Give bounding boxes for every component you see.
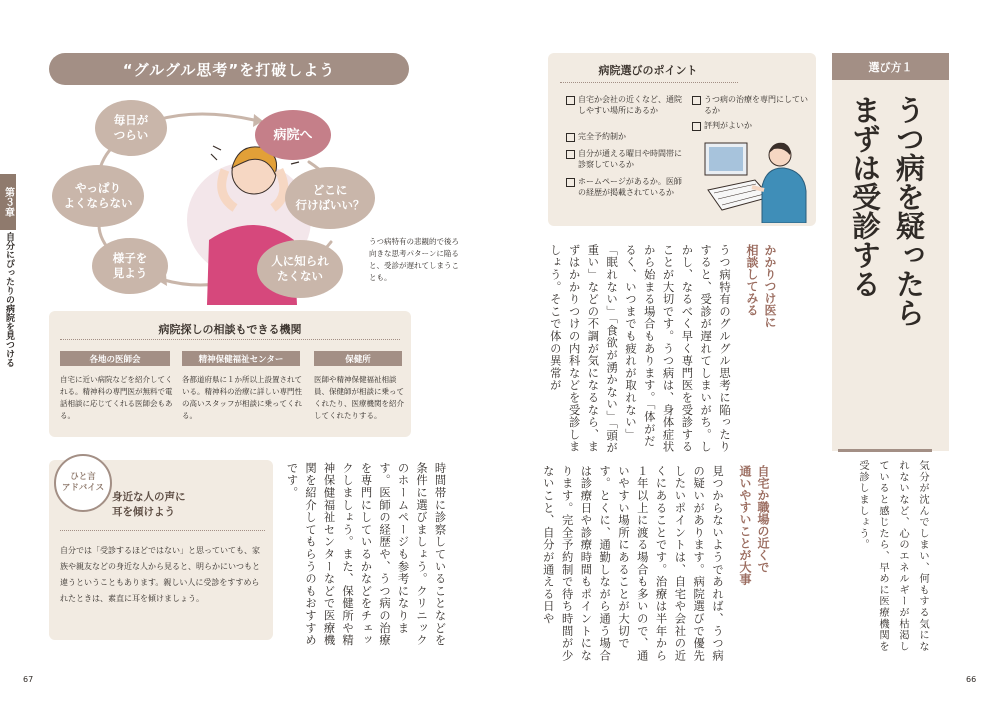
cycle-bubble-wait: 様子を 見よう — [92, 238, 168, 294]
point-item: 自分が通える曜日や時間帯に診察しているか — [566, 148, 684, 170]
points-title: 病院選びのポイント — [598, 64, 698, 77]
agency-head-mental-health-center: 精神保健福祉センター — [182, 351, 300, 366]
divider — [838, 449, 932, 452]
consult-agencies-title: 病院探しの相談もできる機関 — [158, 323, 302, 336]
body-convenient-location: 見つからないようであれば、うつ病の疑いがあります。病院選びで優先したいポイントは、自宅や会社の近くにあることです。治療は半年から１年以上に渡る場合も多いので、通いやすい場所にあることが大切です。とくに、通勤しながら通う場合は診療日や診療時間もポイントになります。完全予約制で待ち時間が少ないこと、自分が通える日や — [541, 465, 724, 662]
agency-body-mental-health-center: 各都道府県に１か所以上設置されている。精神科の治療に詳しい専門性の高いスタッフが相談に乗ってくれる。 — [182, 375, 302, 420]
cycle-bubble-hospital: 病院へ — [255, 110, 331, 160]
checkbox-icon — [566, 133, 575, 142]
checkbox-icon — [566, 150, 575, 159]
page-number-right: 66 — [966, 675, 977, 684]
computer-user-illustration — [700, 135, 812, 223]
checkbox-icon — [566, 178, 575, 187]
illustration-banner-title: “グルグル思考”を打破しよう — [49, 53, 409, 85]
checkbox-icon — [692, 122, 701, 131]
agency-body-health-center: 医師や精神保健福祉相談員、保健師が相談に乗ってくれたり、医療機関を紹介してくれたりする。 — [314, 375, 404, 420]
point-item: 完全予約制か — [566, 131, 684, 142]
selection-label: 選び方１ — [832, 53, 949, 80]
checkbox-icon — [692, 96, 701, 105]
agency-body-medical-association: 自宅に近い病院などを紹介してくれる。精神科の専門医が無料で電話相談に応じてくれる医師会もある。 — [60, 375, 173, 420]
right-lower-column — [538, 465, 772, 665]
main-title-line-1: うつ病を疑ったら — [892, 95, 926, 327]
divider — [60, 339, 400, 340]
point-item: 自宅か会社の近くなど、通院しやすい場所にあるか — [566, 94, 684, 116]
heading-convenient-location: 自宅か職場の近くで 通いやすいことが大事 — [737, 465, 770, 585]
point-item: うつ病の治療を専門にしているか — [692, 94, 810, 116]
chapter-tab: 第３章 — [0, 174, 16, 230]
point-item: ホームページがあるか。医師の経歴が掲載されているか — [566, 176, 684, 198]
left-body-text: 時間帯に診察していることなどを条件に選びましょう。クリニックのホームページも参考になります。医師の経歴や、うつ病の治療を専門にしているかなどをチェックしましょう。また、保健所や精神保健福祉センターなどで医療機関を紹介してもらうのもおすすめです。 — [285, 462, 447, 647]
intro-text: 気分が沈んでしまい、何もする気になれないなど、心のエネルギーが枯渇していると感じたら、早めに医療機関を受診しましょう。 — [857, 460, 929, 653]
heading-family-doctor: かかりつけ医に 相談してみる — [744, 244, 777, 328]
page-number-left: 67 — [23, 675, 34, 684]
chapter-subtitle: 自分にぴったりの病院を見つける — [4, 232, 14, 367]
cycle-bubble-where-to-go: どこに 行けばいい？ — [285, 167, 375, 229]
body-family-doctor: うつ病特有のグルグル思考に陥ったりすると、受診が遅れてしまいがち。しかし、なるべく早く専門医を受診することが大切です。うつ病は、身体症状から始まる場合もあります。「体がだるく、いつまでも疲れが取れない」「眠れない」「食欲が湧かない」「頭が重い」などの不調が気になるなら、まずはかかりつけの内科などを受診しましょう。そこで体の異常が — [548, 244, 731, 455]
illustration-caption: うつ病特有の悲観的で後ろ向きな思考パターンに陥ると、受診が遅れてしまうことも。 — [369, 237, 459, 282]
advice-badge: ひと言 アドバイス — [54, 454, 112, 512]
main-title — [846, 95, 928, 327]
agency-head-medical-association: 各地の医師会 — [60, 351, 170, 366]
agency-head-health-center: 保健所 — [314, 351, 402, 366]
main-title-line-2: まずは受診する — [848, 95, 882, 298]
advice-body: 自分では「受診するほどではない」と思っていても、家族や親友などの身近な人から見ると、明らかにいつもと違うということもあります。親しい人に受診をすすめられたときは、素直に耳を傾けましょう。 — [60, 546, 260, 603]
cycle-bubble-not-better: やっぱり よくならない — [52, 165, 144, 227]
cycle-bubble-privacy: 人に知られ たくない — [257, 240, 343, 298]
divider — [560, 82, 738, 83]
advice-title: 身近な人の声に 耳を傾けよう — [112, 491, 186, 518]
right-upper-column — [545, 244, 779, 459]
checkbox-icon — [566, 96, 575, 105]
cycle-bubble-daily-hard: 毎日が つらい — [95, 100, 167, 156]
divider — [60, 530, 265, 531]
point-item: 評判がよいか — [692, 120, 810, 131]
